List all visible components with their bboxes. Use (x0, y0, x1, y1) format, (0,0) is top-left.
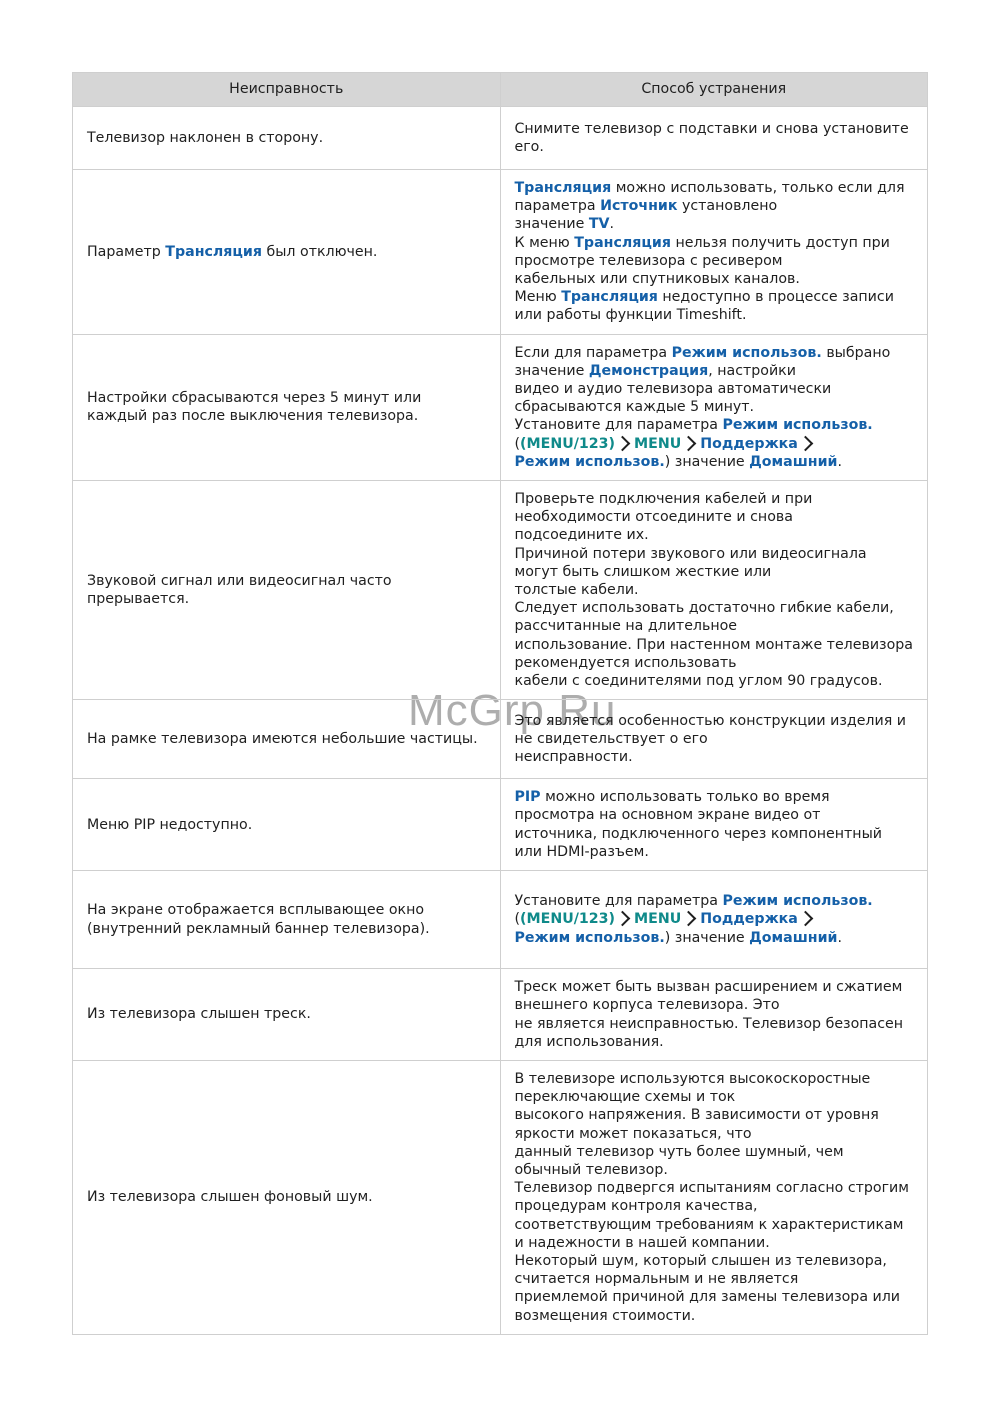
keyword-translation: Трансляция (165, 243, 262, 260)
chevron-right-icon (798, 435, 814, 451)
keyword-usage-mode: Режим использов. (671, 344, 822, 361)
menu-path-support: Поддержка (700, 911, 798, 928)
problem-text: Из телевизора слышен фоновый шум. (87, 1189, 373, 1206)
solution-line: кабельных или спутниковых каналов. (514, 271, 800, 288)
table-row (73, 334, 928, 480)
solution-line: толстые кабели. (514, 582, 639, 599)
problem-text: Меню PIP недоступно. (87, 816, 253, 833)
problem-cell (73, 107, 501, 170)
problem-cell (73, 969, 501, 1061)
menu-path-menu: MENU (634, 435, 682, 452)
keyword-translation: Трансляция (561, 289, 658, 306)
chevron-right-icon (615, 435, 631, 451)
solution-line: использование. При настенном монтаже телевизора рекомендуется использовать (514, 636, 913, 671)
solution-cell (500, 779, 928, 871)
column-header-problem: Неисправность (73, 73, 501, 107)
solution-line: Треск может быть вызван расширением и сжатием внешнего корпуса телевизора. Это (514, 979, 903, 1014)
keyword-tv: TV (588, 216, 610, 233)
solution-line: Меню Трансляция недоступно в процессе записи или работы функции Timeshift. (514, 289, 894, 324)
solution-line: соответствующим требованиям к характеристикам и надежности в нашей компании. (514, 1216, 904, 1251)
solution-line: Это является особенностью конструкции изделия и не свидетельствует о его (514, 712, 906, 748)
menu-path-menu123: (MENU/123) (520, 435, 616, 452)
solution-line: Следует использовать достаточно гибкие кабели, рассчитанные на длительное (514, 600, 894, 635)
table-row (73, 871, 928, 969)
table-row (73, 481, 928, 700)
problem-cell (73, 871, 501, 969)
problem-cell (73, 170, 501, 335)
solution-line: Некоторый шум, который слышен из телевизора, считается нормальным и не является (514, 1252, 887, 1288)
problem-cell (73, 779, 501, 871)
column-header-solution: Способ устранения (500, 73, 928, 107)
keyword-usage-mode: Режим использов. (722, 417, 873, 434)
table-row (73, 107, 928, 170)
solution-line: Проверьте подключения кабелей и при необходимости отсоедините и снова (514, 491, 813, 526)
chevron-right-icon (798, 911, 814, 927)
solution-line: Причиной потери звукового или видеосигнала могут быть слишком жесткие или (514, 545, 867, 580)
solution-cell (500, 1060, 928, 1334)
solution-line: Режим использов.) значение Домашний. (514, 929, 842, 946)
solution-line: приемлемой причиной для замены телевизора или возмещения стоимости. (514, 1289, 901, 1324)
table-row (73, 700, 928, 779)
table-row (73, 170, 928, 335)
menu-path-support: Поддержка (700, 435, 798, 452)
problem-text: Настройки сбрасываются через 5 минут или каждый раз после выключения телевизора. (87, 390, 422, 425)
solution-line: К меню Трансляция нельзя получить доступ при просмотре телевизора с ресивером (514, 234, 890, 269)
solution-line: Установите для параметра Режим использов. ((MENU/123) MENU Поддержка (514, 893, 873, 928)
table-row (73, 969, 928, 1061)
keyword-usage-mode: Режим использов. (514, 453, 665, 470)
solution-line: Трансляция можно использовать, только если для параметра Источник установлено (514, 180, 905, 215)
solution-cell (500, 170, 928, 335)
solution-line: высокого напряжения. В зависимости от уровня яркости может показаться, что (514, 1107, 879, 1142)
solution-line: PIP можно использовать только во время просмотра на основном экране видео от (514, 789, 830, 824)
solution-line: Снимите телевизор с подставки и снова установите его. (514, 120, 909, 155)
troubleshooting-table (72, 72, 928, 1335)
solution-cell (500, 334, 928, 480)
table-header-row (73, 73, 928, 107)
keyword-translation: Трансляция (514, 180, 612, 196)
keyword-home: Домашний (749, 453, 838, 470)
solution-line: видео и аудио телевизора автоматически сбрасываются каждые 5 минут. (514, 381, 832, 416)
keyword-usage-mode: Режим использов. (514, 929, 665, 946)
solution-cell (500, 107, 928, 170)
solution-line: Если для параметра Режим использов. выбрано значение Демонстрация, настройки (514, 344, 891, 379)
solution-cell (500, 481, 928, 700)
keyword-source: Источник (600, 198, 678, 215)
problem-cell (73, 334, 501, 480)
table-row (73, 779, 928, 871)
problem-text: Звуковой сигнал или видеосигнал часто прерывается. (87, 572, 392, 608)
keyword-translation: Трансляция (574, 234, 671, 251)
solution-line: значение TV. (514, 216, 615, 233)
chevron-right-icon (681, 911, 697, 927)
problem-text: На рамке телевизора имеются небольшие частицы. (87, 731, 478, 748)
problem-text: Телевизор наклонен в сторону. (87, 129, 324, 146)
keyword-usage-mode: Режим использов. (722, 893, 873, 910)
problem-text: Параметр Трансляция был отключен. (87, 243, 378, 260)
solution-line: неисправности. (514, 749, 633, 766)
chevron-right-icon (681, 435, 697, 451)
keyword-pip: PIP (514, 789, 541, 806)
solution-cell (500, 871, 928, 969)
menu-path-menu123: (MENU/123) (520, 911, 616, 928)
solution-cell (500, 700, 928, 779)
solution-line: В телевизоре используются высокоскоростные переключающие схемы и ток (514, 1070, 871, 1106)
problem-text: Из телевизора слышен треск. (87, 1006, 311, 1023)
solution-line: Режим использов.) значение Домашний. (514, 453, 842, 470)
solution-line: источника, подключенного через компонентный или HDMI-разъем. (514, 825, 883, 860)
watermark: McGrp.Ru (408, 686, 617, 735)
solution-line: Установите для параметра Режим использов. ((MENU/123) MENU Поддержка (514, 417, 873, 452)
problem-cell (73, 481, 501, 700)
problem-cell (73, 1060, 501, 1334)
keyword-home: Домашний (749, 929, 838, 946)
solution-line: подсоедините их. (514, 527, 649, 544)
solution-line: данный телевизор чуть более шумный, чем обычный телевизор. (514, 1143, 844, 1178)
solution-line: кабели с соединителями под углом 90 градусов. (514, 673, 883, 690)
table-row (73, 1060, 928, 1334)
solution-line: не является неисправностью. Телевизор безопасен для использования. (514, 1015, 904, 1050)
chevron-right-icon (615, 911, 631, 927)
solution-line: Телевизор подвергся испытаниям согласно строгим процедурам контроля качества, (514, 1180, 909, 1215)
problem-cell (73, 700, 501, 779)
problem-text: На экране отображается всплывающее окно (внутренний рекламный баннер телевизора). (87, 902, 430, 937)
menu-path-menu: MENU (634, 911, 682, 928)
solution-cell (500, 969, 928, 1061)
keyword-demo: Демонстрация (588, 362, 709, 379)
